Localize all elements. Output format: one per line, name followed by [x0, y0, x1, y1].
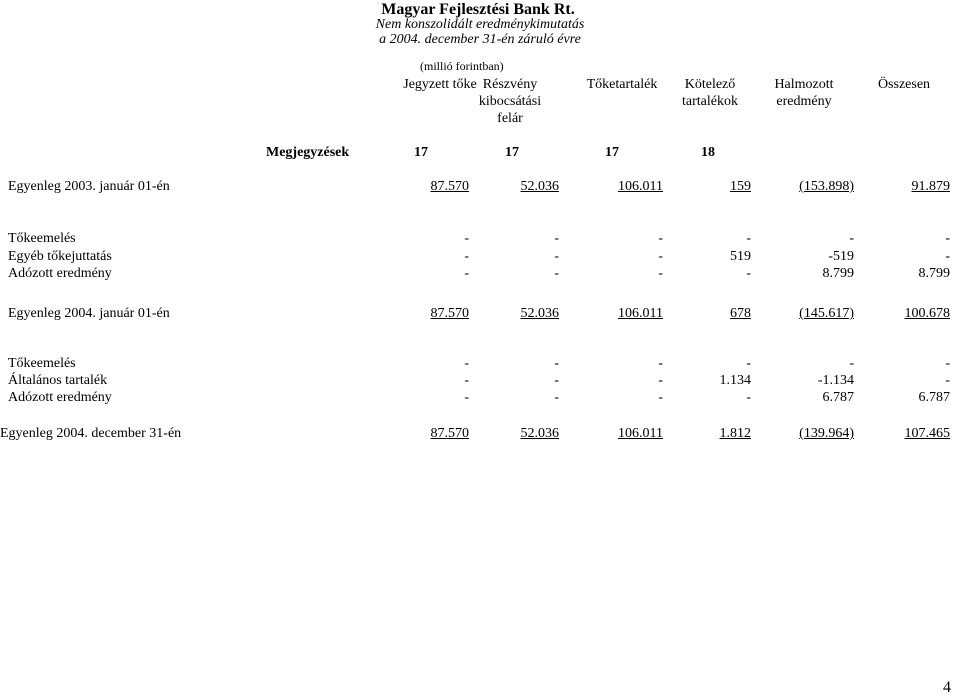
- table-cell: -: [658, 390, 663, 405]
- row-label: Egyenleg 2004. január 01-én: [8, 306, 170, 321]
- column-header: [450, 76, 570, 127]
- table-cell: -: [849, 231, 854, 246]
- table-cell: -: [464, 266, 469, 281]
- table-cell: -: [945, 356, 950, 371]
- table-cell: 1.812: [719, 426, 751, 441]
- table-cell: -: [658, 356, 663, 371]
- table-cell: 106.011: [618, 426, 663, 441]
- unit-label: (millió forintban): [420, 59, 504, 73]
- table-cell: 107.465: [904, 426, 950, 441]
- table-cell: 87.570: [430, 426, 469, 441]
- table-cell: (153.898): [799, 179, 854, 194]
- table-cell: 52.036: [520, 179, 559, 194]
- table-cell: 1.134: [719, 373, 751, 388]
- row-label: Egyenleg 2003. január 01-én: [8, 179, 170, 194]
- column-header-line: tartalékok: [682, 94, 738, 109]
- table-cell: 87.570: [430, 306, 469, 321]
- table-cell: -: [554, 231, 559, 246]
- table-cell: -: [464, 231, 469, 246]
- column-header-line: Tőketartalék: [586, 77, 658, 92]
- table-cell: -: [554, 356, 559, 371]
- table-cell: -: [464, 249, 469, 264]
- table-cell: -519: [828, 249, 854, 264]
- table-cell: -: [464, 373, 469, 388]
- table-cell: 678: [730, 306, 751, 321]
- row-label: Tőkeemelés: [8, 231, 76, 246]
- table-cell: 52.036: [520, 306, 559, 321]
- column-header-line: felár: [497, 111, 523, 126]
- row-label: Tőkeemelés: [8, 356, 76, 371]
- row-label: Adózott eredmény: [8, 266, 112, 281]
- column-header-line: Összesen: [877, 77, 931, 92]
- table-cell: -: [658, 249, 663, 264]
- table-cell: 6.787: [822, 390, 854, 405]
- page-number: 4: [943, 679, 951, 696]
- row-label: Általános tartalék: [8, 373, 108, 388]
- table-cell: 87.570: [430, 179, 469, 194]
- table-cell: 106.011: [618, 179, 663, 194]
- company-name: Magyar Fejlesztési Bank Rt.: [381, 1, 575, 18]
- statement-title: Nem konszolidált eredménykimutatás: [375, 17, 585, 32]
- table-cell: -: [554, 266, 559, 281]
- table-cell: -: [658, 231, 663, 246]
- table-cell: -: [945, 373, 950, 388]
- table-cell: -: [746, 356, 751, 371]
- table-cell: -: [554, 390, 559, 405]
- table-cell: -: [554, 249, 559, 264]
- table-cell: 100.678: [904, 306, 950, 321]
- note-reference: 17: [505, 145, 519, 160]
- row-label: Egyenleg 2004. december 31-én: [0, 426, 182, 441]
- table-cell: -: [746, 231, 751, 246]
- table-cell: -: [464, 356, 469, 371]
- table-cell: (139.964): [799, 426, 854, 441]
- period-title: a 2004. december 31-én záruló évre: [379, 32, 581, 47]
- table-cell: 159: [730, 179, 751, 194]
- table-cell: 6.787: [918, 390, 950, 405]
- table-cell: -: [746, 390, 751, 405]
- notes-label: Megjegyzések: [266, 145, 350, 160]
- column-header-line: Kötelező: [684, 77, 736, 92]
- table-cell: 106.011: [618, 306, 663, 321]
- column-header-line: Részvény: [482, 77, 538, 92]
- note-reference: 17: [605, 145, 619, 160]
- column-header-line: Jegyzett tőke: [403, 77, 477, 92]
- column-header: [844, 76, 960, 93]
- table-cell: -: [849, 356, 854, 371]
- row-label: Egyéb tőkejuttatás: [8, 249, 112, 264]
- note-reference: 18: [701, 145, 715, 160]
- column-header-line: eredmény: [776, 94, 832, 109]
- table-cell: -: [554, 373, 559, 388]
- table-cell: -1.134: [817, 373, 854, 388]
- table-cell: 91.879: [911, 179, 950, 194]
- table-cell: 8.799: [918, 266, 950, 281]
- table-cell: 52.036: [520, 426, 559, 441]
- row-label: Adózott eredmény: [8, 390, 112, 405]
- table-cell: -: [464, 390, 469, 405]
- table-cell: -: [746, 266, 751, 281]
- note-reference: 17: [414, 145, 428, 160]
- table-cell: -: [945, 249, 950, 264]
- table-cell: -: [658, 373, 663, 388]
- column-header-line: Halmozott: [774, 77, 834, 92]
- table-cell: 8.799: [822, 266, 854, 281]
- table-cell: (145.617): [799, 306, 854, 321]
- table-cell: 519: [730, 249, 751, 264]
- column-header-line: kibocsátási: [478, 94, 542, 109]
- table-cell: -: [945, 231, 950, 246]
- table-cell: -: [658, 266, 663, 281]
